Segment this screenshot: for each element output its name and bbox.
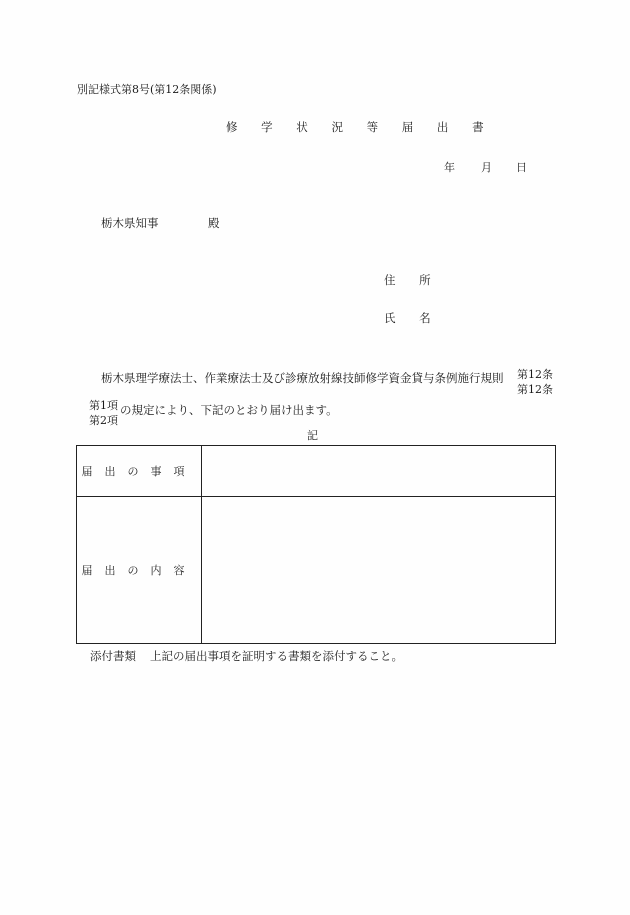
article-option: 第12条 <box>517 368 553 381</box>
attachment-note <box>90 651 403 663</box>
date-year-label: 年 <box>444 161 455 174</box>
article-options <box>517 367 553 397</box>
paragraph-options <box>89 398 118 428</box>
form-number: 別記様式第8号(第12条関係) <box>77 83 217 96</box>
notification-matter-field[interactable] <box>202 446 556 497</box>
attachment-title: 添付書類 <box>90 649 136 663</box>
article-option: 第12条 <box>517 383 553 396</box>
body-text-line1: 栃木県理学療法士、作業療法士及び診療放射線技師修学資金貸与条例施行規則 <box>101 371 504 385</box>
attachment-text: 上記の届出事項を証明する書類を添付すること。 <box>150 649 403 663</box>
notification-matter-label: 届出の事項 <box>77 446 202 497</box>
date-month-label: 月 <box>481 161 492 174</box>
notification-content-field[interactable] <box>202 497 556 644</box>
addressee-name: 栃木県知事 <box>101 216 159 230</box>
paragraph-option: 第2項 <box>89 414 118 427</box>
body-text-line2: の規定により、下記のとおり届け出ます。 <box>120 403 338 417</box>
date-day-label: 日 <box>516 161 527 174</box>
document-title: 修 学 状 況 等 届 出 書 <box>226 120 494 134</box>
table-row <box>77 497 556 644</box>
addressee-honorific: 殿 <box>208 216 220 230</box>
ki-heading: 記 <box>307 429 318 442</box>
applicant-name-label: 氏 名 <box>384 311 441 325</box>
notification-table <box>76 445 556 644</box>
notification-content-label: 届出の内容 <box>77 497 202 644</box>
applicant-address-label: 住 所 <box>384 273 441 287</box>
paragraph-option: 第1項 <box>89 399 118 412</box>
table-row <box>77 446 556 497</box>
